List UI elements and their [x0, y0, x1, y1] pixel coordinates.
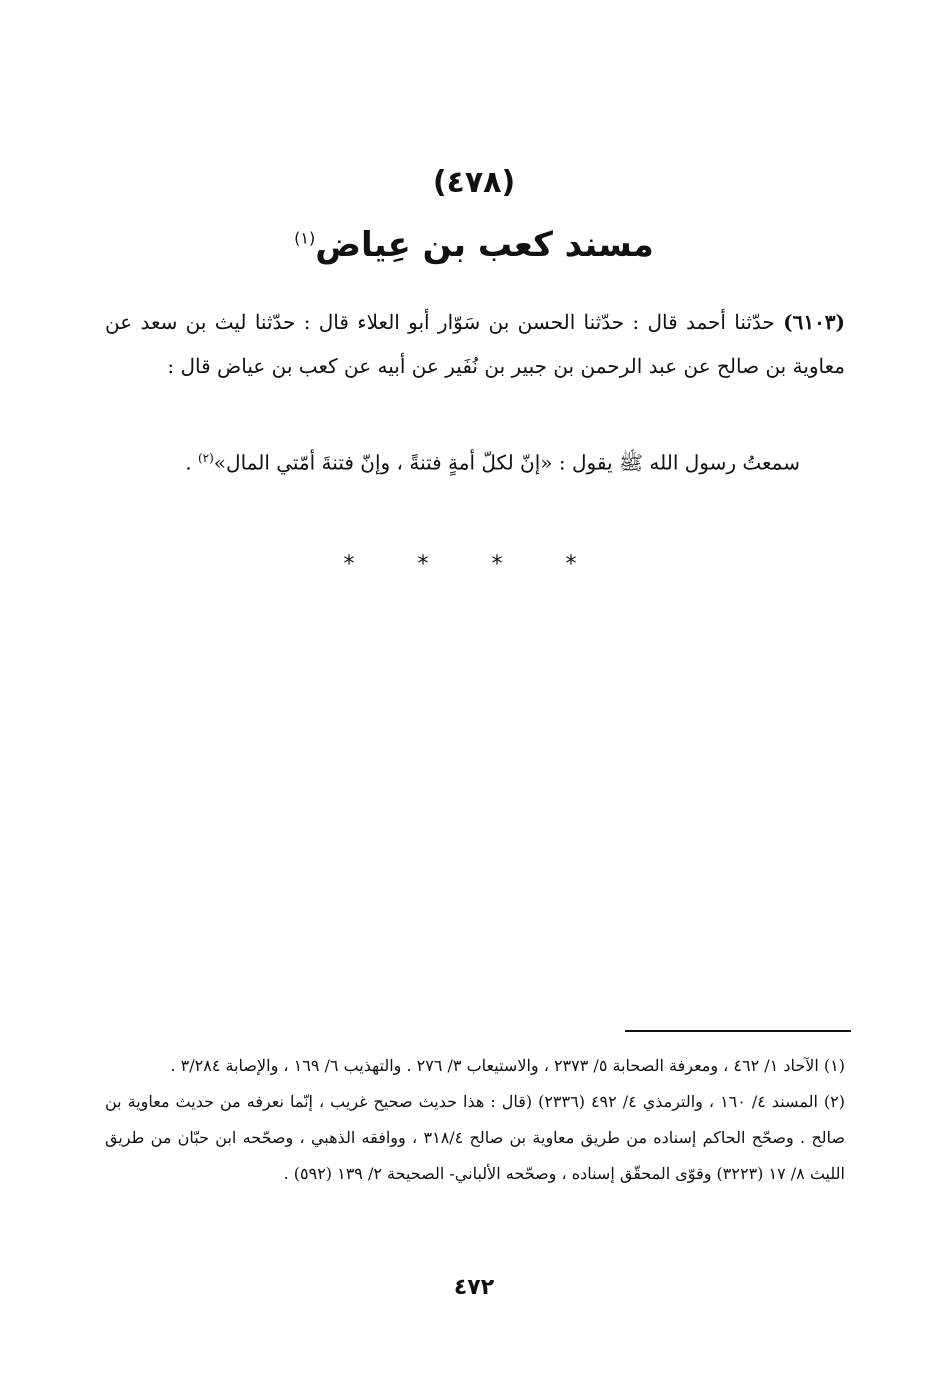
section-title-footnote-ref: (١)	[294, 228, 316, 248]
hadith-matn-end: .	[185, 450, 192, 475]
section-title-text: مسند كعب بن عِياض	[315, 225, 654, 265]
hadith-number: (٦١٠٣)	[783, 310, 846, 334]
section-title	[0, 225, 948, 265]
footnote-2: (٢) المسند ٤/ ١٦٠ ، والترمذي ٤/ ٤٩٢ (٢٣٣٦) (قال : هذا حديث صحيح غريب ، إنّما نعرفه من حديث معاوية بن صالح . وصحّح الحاكم إسناده من طريق معاوية بن صالح ٣١٨/٤ ، ووافقه الذهبي ، وصحّحه ابن حبّان من طريق الليث ٨/ ١٧ (٣٢٢٣) وقوّى المحقّق إسناده ، وصحّحه الألباني- الصحيحة ٢/ ١٣٩ (٥٩٢) .	[105, 1092, 845, 1183]
hadith-matn: سمعتُ رسول الله ﷺ يقول : «إنّ لكلّ أمةٍ فتنةً ، وإنّ فتنةَ أمّتي المال»	[213, 450, 800, 475]
footnote-1: (١) الآحاد ١/ ٤٦٢ ، ومعرفة الصحابة ٥/ ٢٣٧٣ ، والاستيعاب ٣/ ٢٧٦ . والتهذيب ٦/ ١٦٩ ، والإصابة ٣/٢٨٤ .	[170, 1056, 845, 1075]
hadith-isnad-paragraph	[105, 300, 845, 388]
footnote-divider	[625, 1030, 851, 1032]
hadith-matn-paragraph	[105, 436, 845, 485]
section-number: (٤٧٨)	[432, 165, 516, 200]
hadith-isnad: حدّثنا أحمد قال : حدّثنا الحسن بن سَوّار أبو العلاء قال : حدّثنا ليث بن سعد عن معاوية بن صالح عن عبد الرحمن بن جبير بن نُفَير عن أبيه عن كعب بن عياض قال :	[105, 310, 845, 378]
hadith-matn-footnote-ref: (٢)	[197, 451, 214, 465]
section-separator: * * * *	[343, 552, 605, 577]
footnotes	[105, 1048, 845, 1192]
page-number: ٤٧٢	[453, 1275, 495, 1300]
